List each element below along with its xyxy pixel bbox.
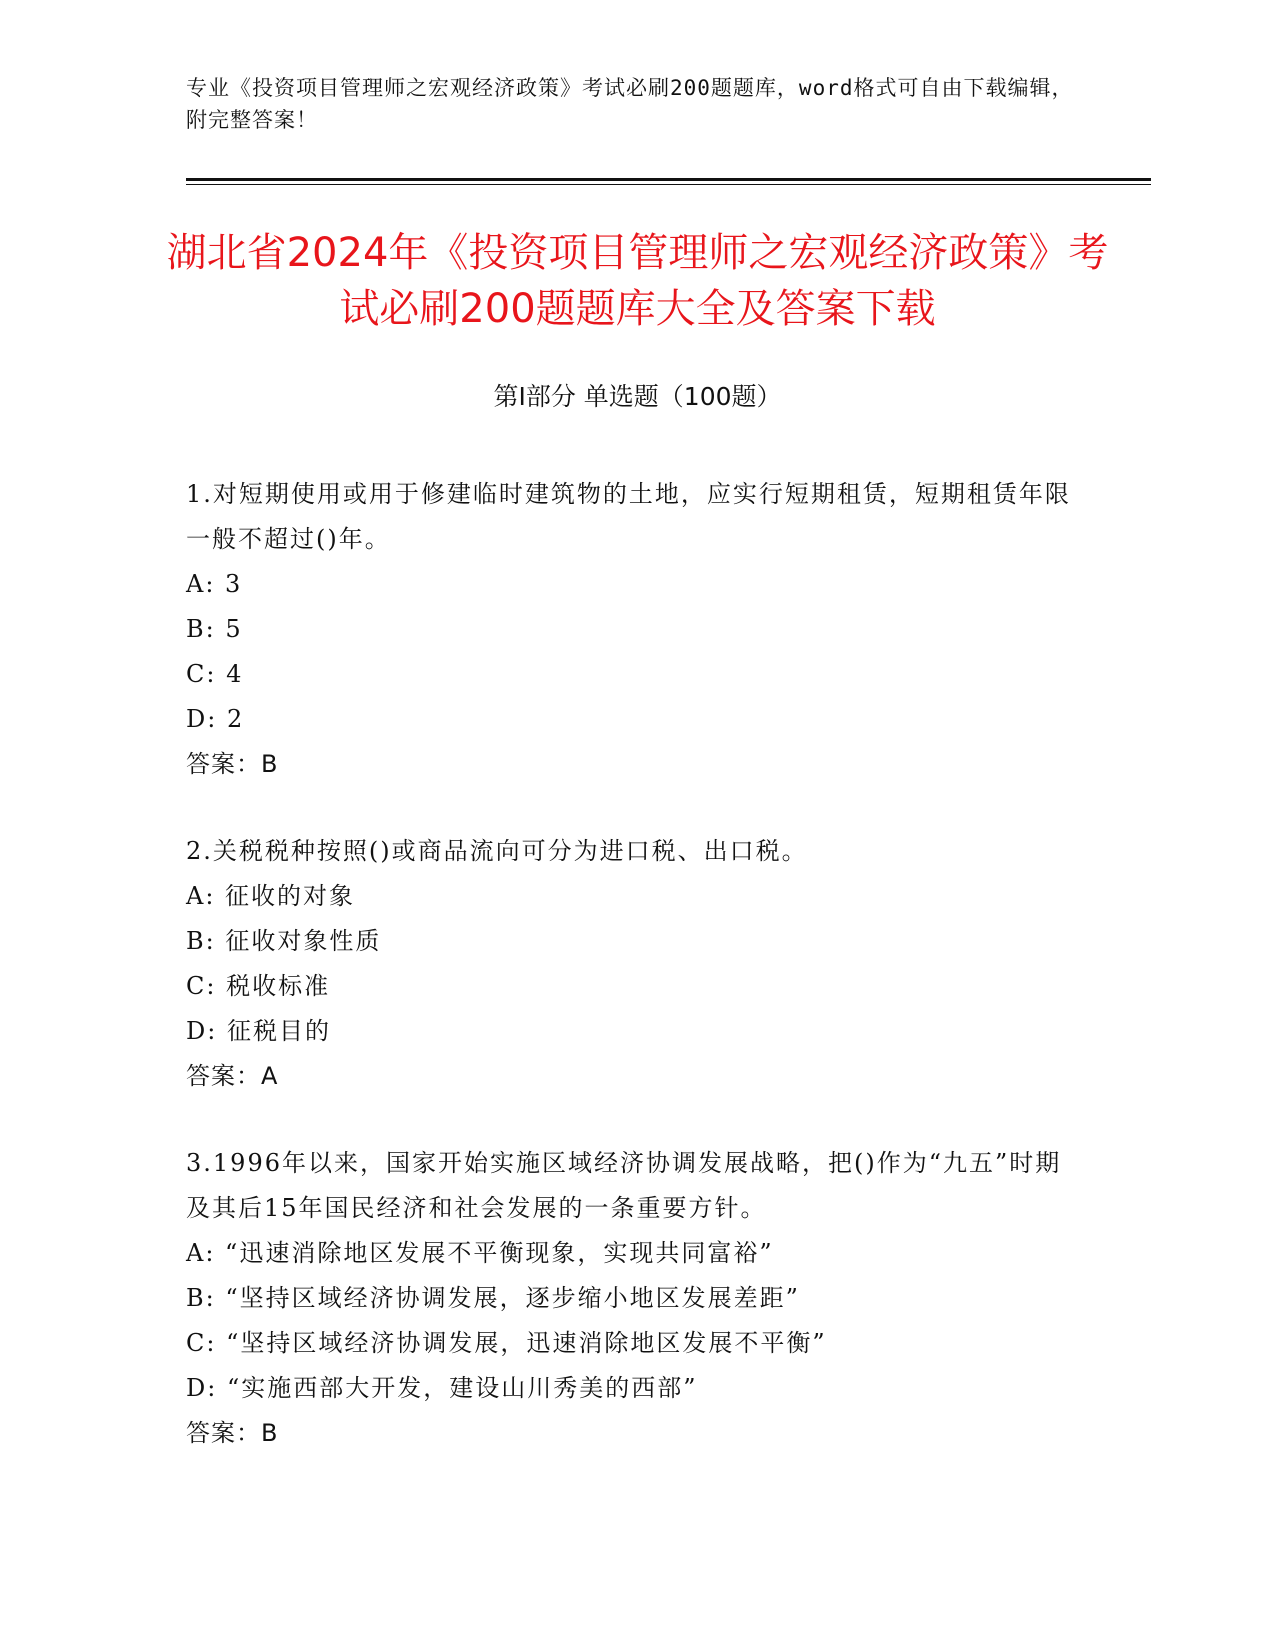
- option-d: D: 征税目的: [186, 1017, 331, 1045]
- answer-line: 答案：B: [186, 1419, 279, 1447]
- header-divider-thin: [186, 184, 1151, 185]
- option-b: B: “坚持区域经济协调发展，逐步缩小地区发展差距”: [186, 1284, 800, 1312]
- question-list: [186, 472, 1086, 1498]
- document-title: 湖北省2024年《投资项目管理师之宏观经济政策》考试必刷200题题库大全及答案下载: [166, 230, 1109, 332]
- header-divider-thick: [186, 178, 1151, 181]
- question-stem: 1.对短期使用或用于修建临时建筑物的土地，应实行短期租赁，短期租赁年限一般不超过()年。: [186, 480, 1071, 553]
- option-b: B: 5: [186, 615, 243, 643]
- answer-line: 答案：A: [186, 1062, 279, 1090]
- option-a: A: “迅速消除地区发展不平衡现象，实现共同富裕”: [186, 1239, 774, 1267]
- option-a: A: 征收的对象: [186, 882, 356, 910]
- option-c: C: “坚持区域经济协调发展，迅速消除地区发展不平衡”: [186, 1329, 827, 1357]
- option-b: B: 征收对象性质: [186, 927, 382, 955]
- question-1: [186, 472, 1086, 787]
- option-d: D: “实施西部大开发，建设山川秀美的西部”: [186, 1374, 698, 1402]
- answer-line: 答案：B: [186, 750, 279, 778]
- question-2: [186, 829, 1086, 1099]
- section-title: 第Ⅰ部分 单选题（100题）: [493, 382, 782, 411]
- header-note: 专业《投资项目管理师之宏观经济政策》考试必刷200题题库，word格式可自由下载编辑，附完整答案！: [186, 76, 1074, 132]
- question-stem: 2.关税税种按照()或商品流向可分为进口税、出口税。: [186, 837, 808, 865]
- question-stem: 3.1996年以来，国家开始实施区域经济协调发展战略，把()作为“九五”时期及其后15年国民经济和社会发展的一条重要方针。: [186, 1149, 1062, 1222]
- option-d: D: 2: [186, 705, 245, 733]
- option-c: C: 4: [186, 660, 244, 688]
- option-c: C: 税收标准: [186, 972, 331, 1000]
- option-a: A: 3: [186, 570, 243, 598]
- question-3: [186, 1141, 1086, 1456]
